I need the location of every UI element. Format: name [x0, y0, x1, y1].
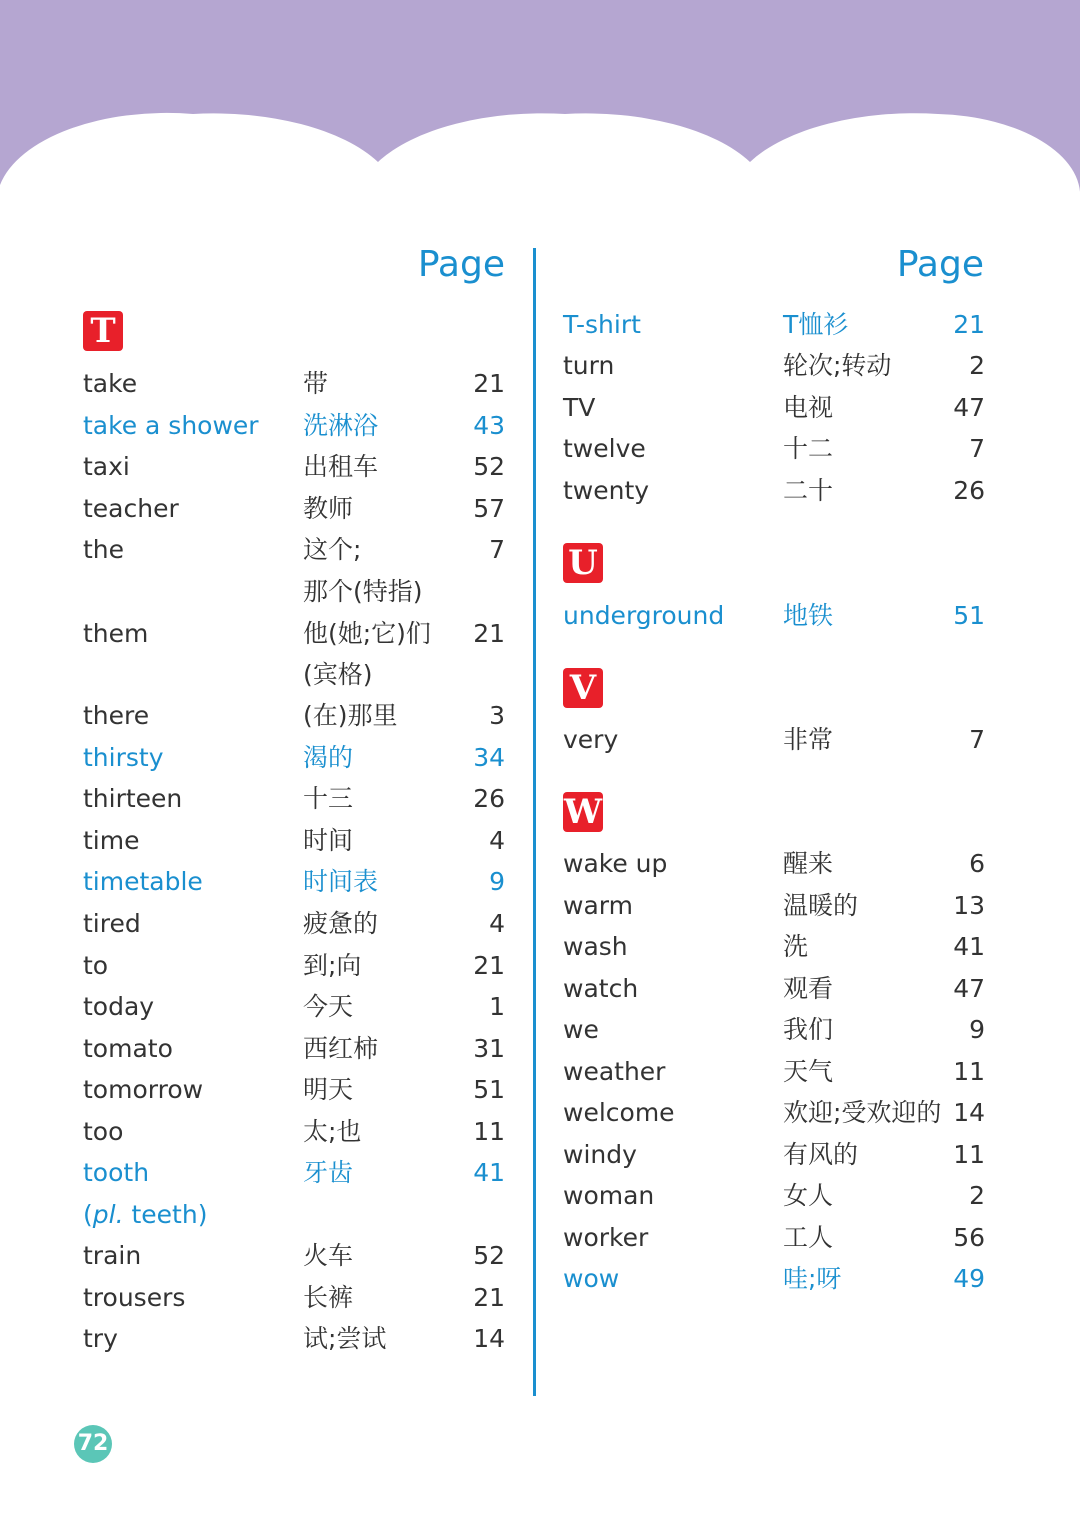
glossary-row — [563, 1218, 985, 1258]
chinese-meaning: 牙齿 — [303, 1158, 354, 1187]
english-word: watch — [563, 974, 639, 1003]
page-ref: 6 — [969, 849, 985, 878]
english-word: welcome — [563, 1098, 675, 1127]
glossary-row — [83, 406, 505, 446]
page-ref: 47 — [953, 393, 985, 422]
page-ref: 11 — [953, 1057, 985, 1086]
glossary-row — [83, 821, 505, 861]
page-ref: 11 — [953, 1140, 985, 1169]
chinese-meaning: 非常 — [783, 725, 834, 754]
chinese-meaning: 时间表 — [303, 867, 379, 896]
english-word: worker — [563, 1223, 649, 1252]
english-word: to — [83, 951, 109, 980]
glossary-row — [563, 886, 985, 926]
english-word: weather — [563, 1057, 666, 1086]
page-ref: 21 — [473, 1283, 505, 1312]
glossary-row — [83, 1153, 505, 1193]
english-word: very — [563, 725, 619, 754]
chinese-meaning: 洗 — [783, 932, 809, 961]
chinese-meaning: 欢迎;受欢迎的 — [783, 1098, 942, 1127]
page-ref: 9 — [489, 867, 505, 896]
english-word: thirsty — [83, 743, 164, 772]
english-word: take a shower — [83, 411, 259, 440]
glossary-row — [563, 927, 985, 967]
page-ref: 21 — [473, 951, 505, 980]
english-word: try — [83, 1324, 118, 1353]
glossary-row — [563, 305, 985, 345]
glossary-row — [563, 596, 985, 636]
column-divider — [533, 248, 536, 1396]
page-ref: 43 — [473, 411, 505, 440]
chinese-meaning: 我们 — [783, 1015, 834, 1044]
glossary-row — [83, 447, 505, 487]
page-heading: Page — [896, 244, 984, 285]
chinese-meaning: 二十 — [783, 476, 834, 505]
page-ref: 1 — [489, 992, 505, 1021]
glossary-row — [563, 720, 985, 760]
english-word: tomorrow — [83, 1075, 204, 1104]
chinese-meaning: 十二 — [783, 434, 834, 463]
plural-note — [83, 1195, 207, 1235]
chinese-meaning: (在)那里 — [303, 701, 398, 730]
chinese-meaning: 这个; — [303, 535, 362, 564]
page-ref: 34 — [473, 743, 505, 772]
page-ref: 41 — [953, 932, 985, 961]
glossary-row — [83, 987, 505, 1027]
glossary-row — [83, 904, 505, 944]
english-word: twelve — [563, 434, 646, 463]
header-band — [0, 0, 1080, 210]
glossary-row — [563, 1176, 985, 1216]
chinese-meaning: 明天 — [303, 1075, 354, 1104]
page-ref: 4 — [489, 909, 505, 938]
plural-form: teeth) — [123, 1200, 208, 1229]
page-ref: 41 — [473, 1158, 505, 1187]
page-ref: 49 — [953, 1264, 985, 1293]
english-word: taxi — [83, 452, 130, 481]
english-word: trousers — [83, 1283, 186, 1312]
chinese-meaning-continued: (宾格) — [303, 660, 373, 689]
english-word: woman — [563, 1181, 655, 1210]
page-ref: 26 — [953, 476, 985, 505]
english-word: tooth — [83, 1158, 150, 1187]
glossary-row — [83, 1029, 505, 1069]
glossary-row — [83, 1112, 505, 1152]
chinese-meaning: 试;尝试 — [303, 1324, 387, 1353]
chinese-meaning: 渴的 — [303, 743, 354, 772]
page-ref: 21 — [473, 369, 505, 398]
page-heading: Page — [417, 244, 505, 285]
glossary-row — [563, 429, 985, 469]
letter-badge-u: U — [563, 543, 603, 583]
english-word: we — [563, 1015, 599, 1044]
page-ref: 2 — [969, 1181, 985, 1210]
glossary-row — [83, 489, 505, 529]
chinese-meaning: 火车 — [303, 1241, 354, 1270]
chinese-meaning-continued: 那个(特指) — [303, 577, 423, 606]
glossary-row — [563, 969, 985, 1009]
glossary-row — [83, 530, 505, 570]
chinese-meaning: 今天 — [303, 992, 354, 1021]
glossary-row — [563, 1135, 985, 1175]
english-word: TV — [563, 393, 596, 422]
english-word: thirteen — [83, 784, 183, 813]
page-ref: 7 — [969, 434, 985, 463]
glossary-row — [563, 388, 985, 428]
page-ref: 7 — [489, 535, 505, 564]
glossary-row — [563, 471, 985, 511]
page-ref: 2 — [969, 351, 985, 380]
english-word: teacher — [83, 494, 179, 523]
page-ref: 26 — [473, 784, 505, 813]
page-ref: 31 — [473, 1034, 505, 1063]
page-ref: 13 — [953, 891, 985, 920]
chinese-meaning: 女人 — [783, 1181, 834, 1210]
plural-open: ( — [83, 1200, 93, 1229]
page-ref: 14 — [473, 1324, 505, 1353]
chinese-meaning: 到;向 — [303, 951, 362, 980]
english-word: take — [83, 369, 138, 398]
chinese-meaning: 出租车 — [303, 452, 379, 481]
english-word: underground — [563, 601, 725, 630]
scalloped-banner — [0, 0, 1080, 200]
english-word: time — [83, 826, 140, 855]
page-ref: 9 — [969, 1015, 985, 1044]
english-word: tomato — [83, 1034, 173, 1063]
page-ref: 56 — [953, 1223, 985, 1252]
letter-badge-v: V — [563, 668, 603, 708]
glossary-row — [83, 1319, 505, 1359]
chinese-meaning: 时间 — [303, 826, 354, 855]
page-ref: 3 — [489, 701, 505, 730]
english-word: there — [83, 701, 150, 730]
english-word: timetable — [83, 867, 203, 896]
page-number-badge: 72 — [74, 1425, 112, 1463]
glossary-row — [563, 1259, 985, 1299]
glossary-row — [83, 946, 505, 986]
english-word: tired — [83, 909, 141, 938]
page-ref: 51 — [953, 601, 985, 630]
glossary-row — [83, 862, 505, 902]
english-word: the — [83, 535, 125, 564]
chinese-meaning: 醒来 — [783, 849, 834, 878]
chinese-meaning: 哇;呀 — [783, 1264, 842, 1293]
page-ref: 52 — [473, 452, 505, 481]
glossary-row — [83, 779, 505, 819]
glossary-row — [563, 1093, 985, 1133]
glossary-row — [83, 696, 505, 736]
glossary-row — [83, 1070, 505, 1110]
page-ref: 51 — [473, 1075, 505, 1104]
page-ref: 14 — [953, 1098, 985, 1127]
chinese-meaning: 轮次;转动 — [783, 351, 892, 380]
english-word: warm — [563, 891, 633, 920]
glossary-row — [563, 1052, 985, 1092]
glossary-row — [83, 1236, 505, 1276]
chinese-meaning: 温暖的 — [783, 891, 859, 920]
english-word: today — [83, 992, 155, 1021]
glossary-row — [83, 1278, 505, 1318]
page-ref: 47 — [953, 974, 985, 1003]
letter-badge-t: T — [83, 311, 123, 351]
english-word: wow — [563, 1264, 620, 1293]
chinese-meaning: 带 — [303, 369, 329, 398]
chinese-meaning: T恤衫 — [783, 310, 849, 339]
letter-badge-w: W — [563, 792, 603, 832]
english-word: wash — [563, 932, 628, 961]
chinese-meaning: 十三 — [303, 784, 354, 813]
page-ref: 4 — [489, 826, 505, 855]
english-word: windy — [563, 1140, 637, 1169]
chinese-meaning: 工人 — [783, 1223, 834, 1252]
chinese-meaning: 他(她;它)们 — [303, 619, 431, 648]
chinese-meaning: 电视 — [783, 393, 834, 422]
english-word: too — [83, 1117, 124, 1146]
chinese-meaning: 长裤 — [303, 1283, 354, 1312]
chinese-meaning: 太;也 — [303, 1117, 362, 1146]
page-ref: 7 — [969, 725, 985, 754]
glossary-row — [83, 364, 505, 404]
chinese-meaning: 西红柿 — [303, 1034, 379, 1063]
page-ref: 11 — [473, 1117, 505, 1146]
page-ref: 21 — [953, 310, 985, 339]
glossary-row — [563, 346, 985, 386]
english-word: twenty — [563, 476, 650, 505]
chinese-meaning: 教师 — [303, 494, 354, 523]
page-ref: 21 — [473, 619, 505, 648]
glossary-row — [563, 1010, 985, 1050]
english-word: them — [83, 619, 149, 648]
english-word: turn — [563, 351, 615, 380]
page-ref: 57 — [473, 494, 505, 523]
chinese-meaning: 洗淋浴 — [303, 411, 379, 440]
plural-abbrev: pl. — [92, 1200, 124, 1229]
english-word: T-shirt — [563, 310, 641, 339]
english-word: wake up — [563, 849, 668, 878]
page-ref: 52 — [473, 1241, 505, 1270]
glossary-row — [563, 844, 985, 884]
chinese-meaning: 观看 — [783, 974, 834, 1003]
english-word: train — [83, 1241, 142, 1270]
glossary-row — [83, 738, 505, 778]
chinese-meaning: 地铁 — [783, 601, 834, 630]
chinese-meaning: 天气 — [783, 1057, 834, 1086]
chinese-meaning: 疲惫的 — [303, 909, 379, 938]
chinese-meaning: 有风的 — [783, 1140, 859, 1169]
glossary-row — [83, 614, 505, 654]
